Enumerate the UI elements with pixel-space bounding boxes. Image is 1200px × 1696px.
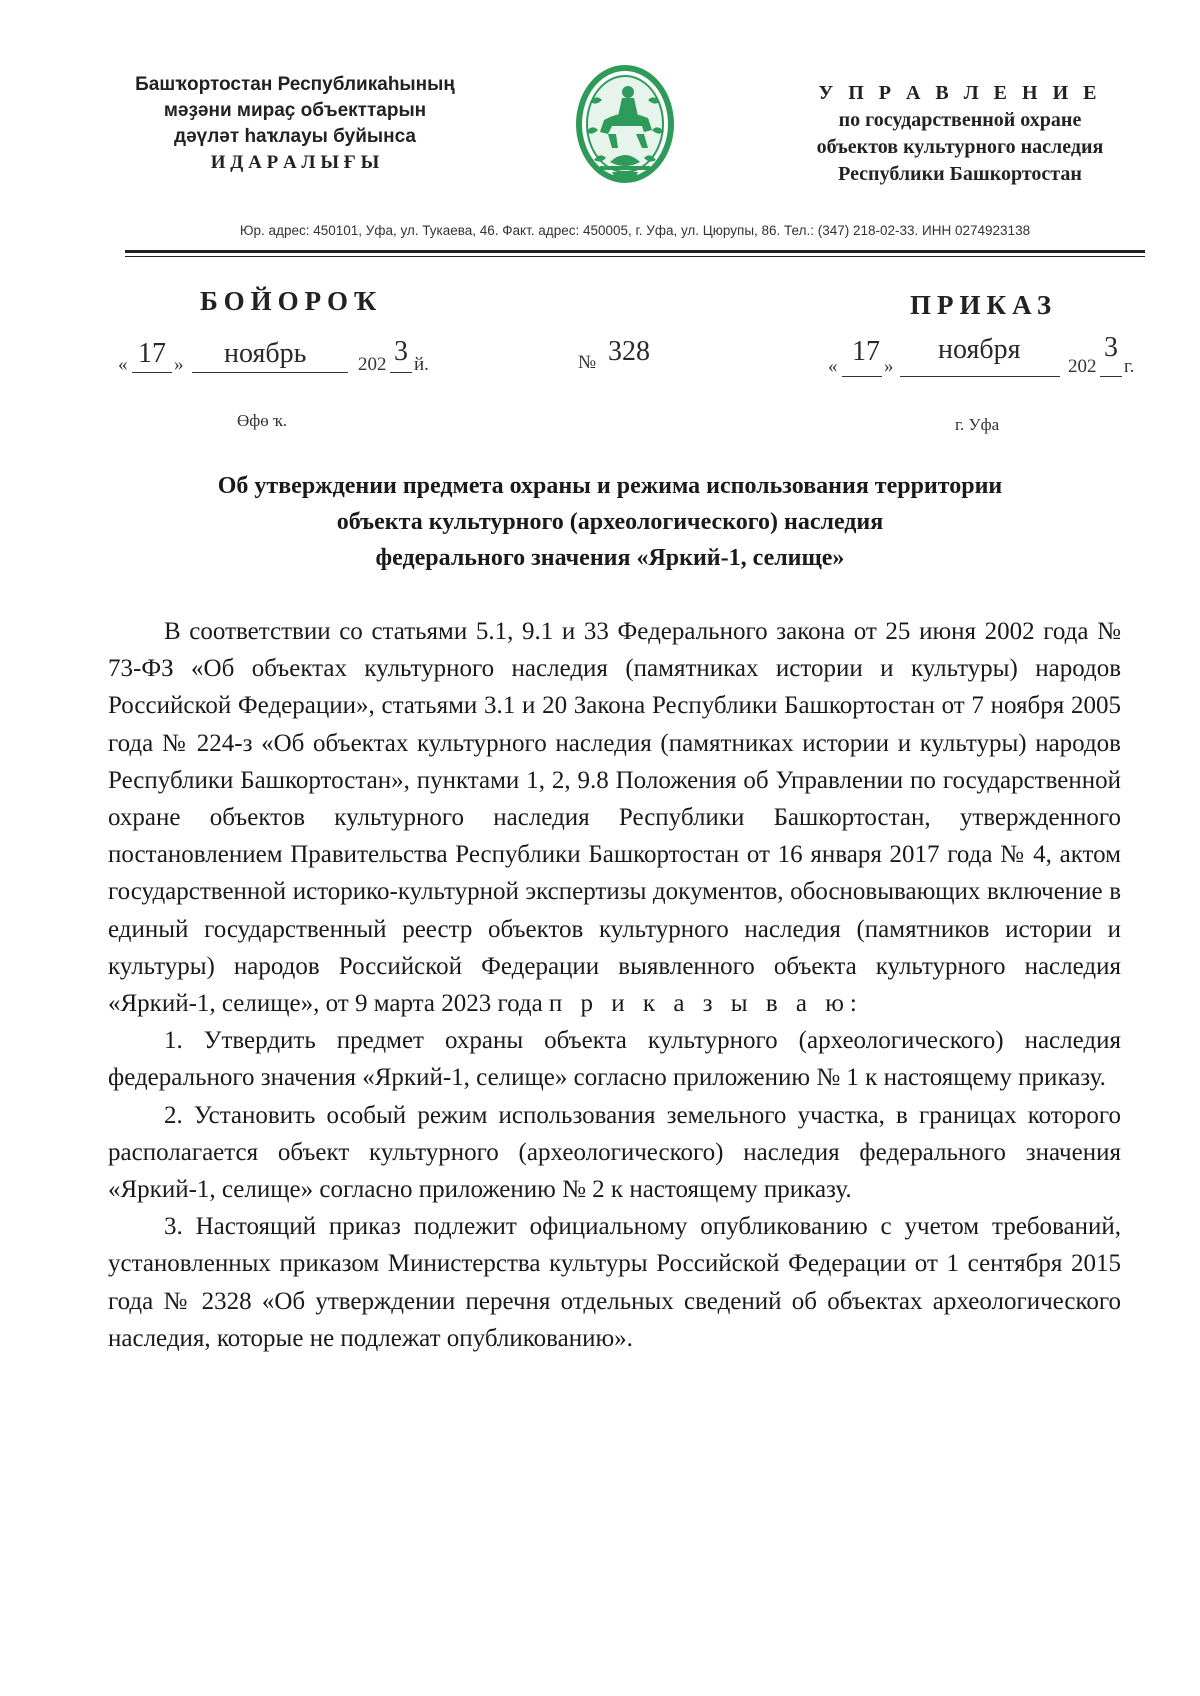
title-line-3: федерального значения «Яркий-1, селище»	[375, 545, 845, 571]
header-russian-line-2: по государственной охране	[838, 109, 1082, 131]
year-underline	[1100, 376, 1122, 377]
document-body	[108, 613, 1121, 1357]
date-close-quote: »	[174, 354, 184, 375]
header-russian-line-4: Республики Башкортостан	[838, 163, 1082, 185]
order-word-russian: ПРИКАЗ	[910, 290, 1058, 320]
header-russian-line-1: У П Р А В Л Е Н И Е	[818, 82, 1102, 104]
date-close-quote: »	[884, 356, 894, 377]
number-value: 328	[608, 336, 650, 367]
header-bashkir-line-2: мәҙәни мираҫ объекттарын	[163, 100, 427, 121]
header-russian-block	[790, 80, 1130, 188]
header-bashkir-line-4: И Д А Р А Л Ы Ғ Ы	[210, 152, 380, 173]
document-title	[110, 468, 1110, 576]
date-suffix: й.	[414, 354, 429, 375]
date-year-prefix: 202	[358, 354, 387, 375]
header-bashkir-block	[100, 72, 490, 176]
date-day: 17	[852, 336, 880, 367]
month-underline	[192, 372, 348, 373]
year-underline	[390, 372, 412, 373]
header-bashkir-line-3: дәүләт һаҡлауы буйынса	[174, 126, 416, 147]
month-underline	[900, 376, 1060, 377]
header-russian-line-3: объектов культурного наследия	[816, 136, 1104, 158]
date-month: ноября	[938, 334, 1021, 365]
order-word-bashkir: БОЙОРОҠ	[200, 286, 383, 316]
date-day: 17	[138, 338, 166, 369]
order-verb: п р и к а з ы в а ю:	[548, 990, 863, 1018]
item-1: 1. Утвердить предмет охраны объекта культурного (археологического) наследия федерального значения «Яркий-1, селище» согласно приложению № 1 к настоящему приказу.	[108, 1027, 1121, 1092]
header-bashkir-line-1: Башҡортостан Республикаһының	[135, 74, 455, 95]
preamble-text: В соответствии со статьями 5.1, 9.1 и 33 Федерального закона от 25 июня 2002 года № 73-ФЗ «Об объектах культурного наследия (памятниках истории и культуры) народов Российской Федерации», статьями 3.1 и 20 Закона Республики Башкортостан от 7 ноября 2005 года № 224-з «Об объектах культурного наследия (памятниках истории и культуры) народов Республики Башкортостан», пунктами 1, 2, 9.8 Положения об Управлении по государственной охране объектов культурного наследия Республики Башкортостан, утвержденного постановлением Правительства Республики Башкортостан от 16 января 2017 года № 4, актом государственной историко-культурной экспертизы документов, обосновывающих включение в единый государственный реестр объектов культурного наследия (памятников истории и культуры) народов Российской Федерации выявленного объекта культурного наследия «Яркий-1, селище», от 9 марта 2023 года	[108, 618, 1121, 1018]
date-open-quote: «	[118, 354, 128, 375]
date-month: ноябрь	[224, 338, 307, 369]
date-suffix: г.	[1124, 356, 1135, 377]
title-line-1: Об утверждении предмета охраны и режима использования территории	[217, 473, 1003, 499]
coat-of-arms-icon	[570, 62, 680, 192]
header-divider-thick	[125, 250, 1145, 253]
day-underline	[842, 376, 882, 377]
title-line-2: объекта культурного (археологического) наследия	[336, 509, 884, 535]
date-russian	[828, 332, 1148, 382]
preamble-paragraph	[108, 613, 1121, 1022]
date-year-digit: 3	[394, 336, 408, 367]
item-3: 3. Настоящий приказ подлежит официальному опубликованию с учетом требований, установленных приказом Министерства культуры Российской Федерации от 1 сентября 2015 года № 2328 «Об утверждении перечня отдельных сведений об объектах археологического наследия, которые не подлежат опубликованию».	[108, 1213, 1121, 1352]
header-divider-thin	[125, 256, 1145, 257]
city-russian: г. Уфа	[955, 415, 1000, 434]
item-2: 2. Установить особый режим использования земельного участка, в границах которого располагается объект культурного (археологического) наследия федерального значения «Яркий-1, селище» согласно приложению № 2 к настоящему приказу.	[108, 1101, 1121, 1204]
date-open-quote: «	[828, 356, 838, 377]
date-year-digit: 3	[1104, 332, 1118, 363]
order-number	[578, 336, 718, 376]
date-year-prefix: 202	[1068, 356, 1097, 377]
date-bashkir	[118, 338, 448, 378]
city-bashkir: Өфө ҡ.	[237, 411, 288, 430]
day-underline	[132, 372, 172, 373]
address-line: Юр. адрес: 450101, Уфа, ул. Тукаева, 46. Факт. адрес: 450005, г. Уфа, ул. Цюрупы, 86. Тел.: (347) 218-02-33. ИНН 0274923138	[239, 223, 1031, 238]
number-sign: №	[578, 352, 597, 373]
